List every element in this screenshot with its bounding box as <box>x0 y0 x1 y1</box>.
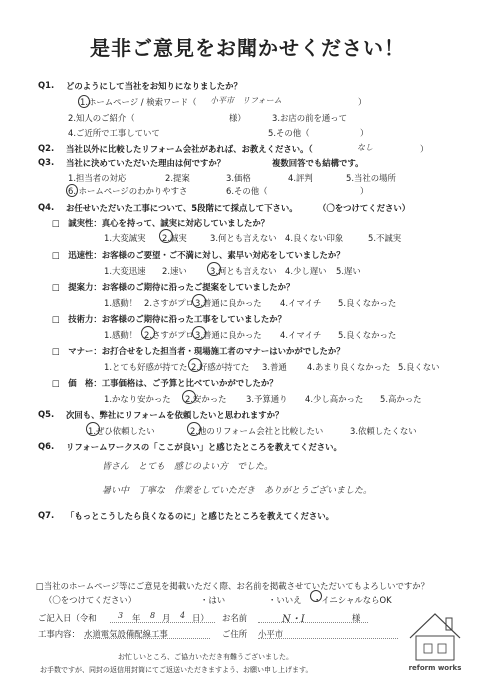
q4-item-price-opt2[interactable]: 2.安かった <box>185 394 227 404</box>
q4-item-proposal-opt5[interactable]: 5.良くなかった <box>338 298 397 308</box>
q4-note: （〇をつけてください） <box>318 203 411 213</box>
q5-option-2[interactable]: 2.他のリフォーム会社と比較したい <box>190 426 324 436</box>
work-underline <box>84 638 210 639</box>
q3-option-7-close: ） <box>360 186 369 196</box>
work-label: 工事内容： <box>38 629 80 639</box>
q5-question: 次回も、弊社にリフォームを依頼したいと思われますか？ <box>66 410 284 420</box>
thanks-text: お忙しいところ、ご協力いただき有難うございました。 <box>118 653 293 661</box>
date-day-unit: 日） <box>192 613 209 623</box>
q5-option-1[interactable]: 1.ぜひ依頼したい <box>88 426 155 436</box>
q4-item-speed-opt4[interactable]: 4.少し遅い <box>285 266 327 276</box>
q4-item-price-opt1[interactable]: 1.かなり安かった <box>104 394 171 404</box>
q5-number: Q5. <box>38 409 55 419</box>
page-title: 是非ご意見をお聞かせください！ <box>90 36 405 60</box>
q4-item-manners-opt3[interactable]: 3.普通 <box>262 362 287 372</box>
consent-no[interactable]: ・いいえ <box>268 595 302 605</box>
q3-option-2[interactable]: 2.提案 <box>165 173 190 183</box>
q4-item-price-opt5[interactable]: 5.高かった <box>380 394 422 404</box>
q4-item-sincerity-opt4[interactable]: 4.良くない印象 <box>285 233 344 243</box>
q2-question: 当社以外に比較したリフォーム会社があれば、お教えください。（ <box>66 144 313 154</box>
q3-note: 複数回答でも結構です。 <box>272 158 364 168</box>
q4-item-price-opt4[interactable]: 4.少し高かった <box>305 394 364 404</box>
q4-item-skill-opt5[interactable]: 5.良くなかった <box>338 330 397 340</box>
q7-number: Q7. <box>38 510 55 520</box>
q4-item-manners: □ マナー：お打合せをした担当者・現場施工者のマナーはいかがでしたか？ <box>52 346 345 356</box>
q1-option-4[interactable]: 4.ご近所で工事していて <box>68 128 160 138</box>
date-day: 4 <box>180 611 186 620</box>
q1-option-1-close: ） <box>358 97 367 107</box>
date-month-unit: 月 <box>162 613 171 623</box>
q4-item-proposal-opt4[interactable]: 4.イマイチ <box>280 298 322 308</box>
q3-option-1[interactable]: 1.担当者の対応 <box>68 173 127 183</box>
q3-question: 当社に決めていただいた理由は何ですか？ <box>66 158 226 168</box>
q1-option-5[interactable]: 5.その他（ <box>268 128 310 138</box>
q4-item-manners-opt2[interactable]: 2.好感が持てた <box>191 362 250 372</box>
q2-answer-handwriting: なし <box>357 143 373 152</box>
logo-text: reform works <box>408 664 462 672</box>
date-year: 3 <box>118 611 124 620</box>
q1-question: どのようにして当社をお知りになりましたか？ <box>66 81 242 91</box>
q3-number: Q3. <box>38 157 55 167</box>
address-underline <box>258 638 398 639</box>
q4-item-proposal-opt3[interactable]: 3.普通に良かった <box>195 298 262 308</box>
name-suffix: 様 <box>352 613 361 623</box>
q4-item-manners-opt4[interactable]: 4.あまり良くなかった <box>307 362 391 372</box>
q4-item-skill-opt2[interactable]: 2.さすがプロ <box>144 330 194 340</box>
q4-item-manners-opt5[interactable]: 5.良くない <box>398 362 440 372</box>
q4-item-proposal-opt1[interactable]: 1.感動！ <box>104 298 138 308</box>
q4-item-sincerity: □ 誠実性：真心を持って、誠実に対応していましたか？ <box>52 218 270 228</box>
q3-option-7[interactable]: 6.その他（ <box>226 186 268 196</box>
q4-item-sincerity-opt2[interactable]: 2.誠実 <box>162 233 187 243</box>
q1-option-2[interactable]: 2.知人のご紹介（ <box>68 113 135 123</box>
q6-question: リフォームワークスの「ここが良い」と感じたところを教えてください。 <box>66 442 342 452</box>
name-label: お名前 <box>222 613 248 623</box>
q4-item-speed: □ 迅速性：お客様のご要望・ご不満に対し、素早い対応をしていましたか？ <box>52 250 345 260</box>
work-value: 水道電気設備配線工事 <box>84 629 168 639</box>
q1-option-5-close: ） <box>360 128 369 138</box>
q4-item-proposal: □ 提案力：お客様のご期待に沿ったご提案をしていましたか？ <box>52 282 295 292</box>
q4-number: Q4. <box>38 202 55 212</box>
q4-item-manners-opt1[interactable]: 1.とても好感が持てた <box>104 362 188 372</box>
consent-question: □当社のホームページ等にご意見を掲載いただく際、お名前を掲載させていただいてもよろしいですか？ <box>36 581 429 591</box>
q1-number: Q1. <box>38 80 55 90</box>
q4-item-proposal-opt2[interactable]: 2.さすがプロ <box>144 298 194 308</box>
q4-item-speed-opt5[interactable]: 5.遅い <box>336 266 361 276</box>
request-text: お手数ですが、同封の返信用封筒にてご返送いただきますよう、お願い申し上げます。 <box>40 666 313 674</box>
q5-option-3[interactable]: 3.依頼したくない <box>350 426 417 436</box>
q1-option-3[interactable]: 3.お店の前を通って <box>272 113 347 123</box>
date-label: ご記入日（令和 <box>38 613 97 623</box>
q4-item-sincerity-opt3[interactable]: 3.何とも言えない <box>210 233 277 243</box>
q4-question: お任せいただいた工事について、5段階にて採点して下さい。 <box>66 203 298 213</box>
address-label: ご住所 <box>222 629 248 639</box>
q4-item-skill-opt1[interactable]: 1.感動！ <box>104 330 138 340</box>
date-month: 8 <box>150 611 156 620</box>
q3-option-3[interactable]: 3.価格 <box>226 173 251 183</box>
address-value: 小平市 <box>258 629 284 639</box>
q4-item-speed-opt2[interactable]: 2.速い <box>162 266 187 276</box>
name-underline <box>258 622 368 623</box>
q4-item-sincerity-opt5[interactable]: 5.不誠実 <box>368 233 402 243</box>
q2-close: ） <box>420 144 429 154</box>
consent-note: （〇をつけてください） <box>44 595 137 605</box>
date-underline <box>110 622 215 623</box>
q6-number: Q6. <box>38 441 55 451</box>
q4-item-price-opt3[interactable]: 3.予算通り <box>246 394 288 404</box>
q6-answer-line-1: 皆さん とても 感じのよい方 でした。 <box>102 462 274 472</box>
q7-question: 「もっとこうしたら良くなるのに」と感じたところを教えてください。 <box>66 511 334 521</box>
name-value: N・I <box>282 614 305 625</box>
q1-option-1-handwriting: 小平市 リフォーム <box>210 96 282 105</box>
q2-number: Q2. <box>38 143 55 153</box>
q1-option-1[interactable]: 1.ホームページ / 検索ワード（ <box>80 97 197 107</box>
q4-item-speed-opt3[interactable]: 3.何とも言えない <box>210 266 277 276</box>
q3-option-5[interactable]: 5.当社の場所 <box>346 173 396 183</box>
q4-item-price: □ 価 格：工事価格は、ご予算と比べていかがでしたか？ <box>52 378 278 388</box>
q4-item-skill-opt4[interactable]: 4.イマイチ <box>280 330 322 340</box>
q4-item-speed-opt1[interactable]: 1.大変迅速 <box>104 266 146 276</box>
q3-option-6[interactable]: 6. ホームページのわかりやすさ <box>68 186 188 196</box>
date-year-unit: 年 <box>132 613 141 623</box>
reform-works-logo <box>405 604 465 676</box>
consent-initial[interactable]: ・イニシャルならOK <box>313 595 392 605</box>
q4-item-skill: □ 技術力：お客様のご期待に沿った工事をしていましたか？ <box>52 314 287 324</box>
q3-option-4[interactable]: 4.評判 <box>288 173 313 183</box>
q4-item-sincerity-opt1[interactable]: 1.大変誠実 <box>104 233 146 243</box>
q1-option-2-suffix: 様） <box>229 113 246 123</box>
q6-answer-line-2: 暑い中 丁寧な 作業をしていただき ありがとうございました。 <box>102 486 373 496</box>
q4-item-skill-opt3[interactable]: 3.普通に良かった <box>195 330 262 340</box>
consent-yes[interactable]: ・はい <box>200 595 226 605</box>
